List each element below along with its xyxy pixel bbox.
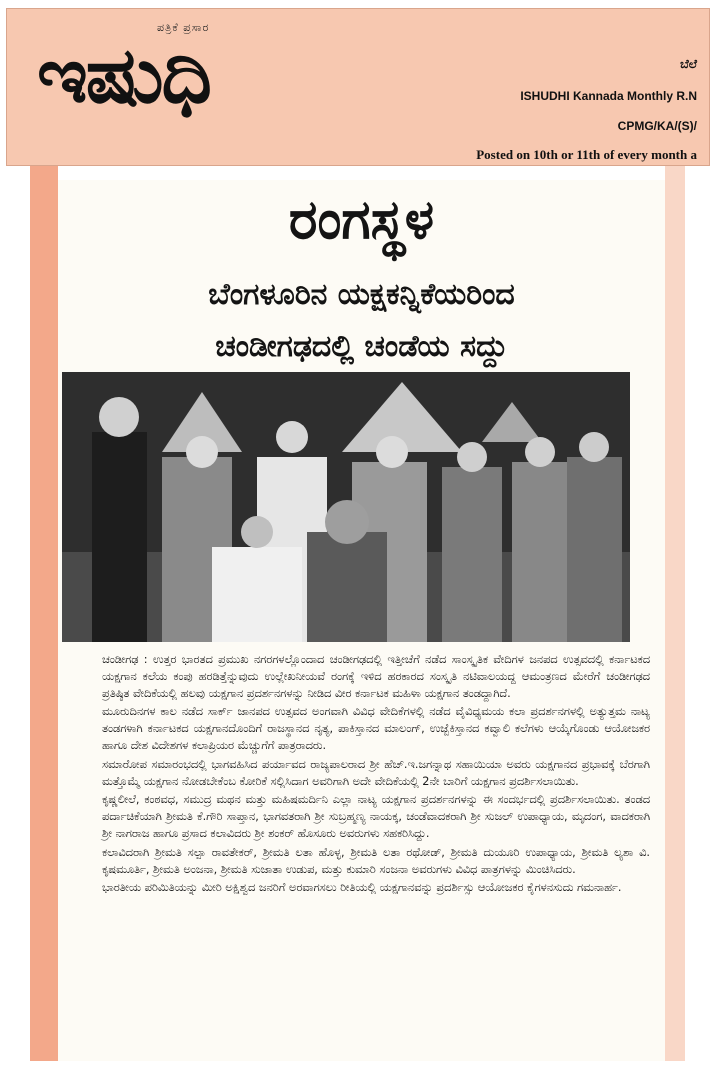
article-paragraph: ಮೂರುದಿನಗಳ ಕಾಲ ನಡೆದ ಸಾರ್ಕ್ ಜಾನಪದ ಉತ್ಸವದ ಅಂಗವಾಗಿ ವಿವಿಧ ವೇದಿಕೆಗಳಲ್ಲಿ ನಡೆದ ವೈವಿಧ್ಯಮಯ ಕಲಾ ಪ್ರದರ್ಶನಗಳಲ್ಲಿ ಅತ್ಯುತ್ತಮ ನಾಟ್ಯ ತಂಡಗಳಾಗಿ ಕರ್ನಾಟಕದ ಯಕ್ಷಗಾನದೊಂದಿಗೆ ರಾಜಸ್ಥಾನದ ನೃತ್ಯ, ಪಾಕಿಸ್ತಾನದ ಮಾಲಂಗ್, ಉಜ್ಬೆಕಿಸ್ತಾನದ ಕವ್ವಾಲಿ ಕಲೆಗಳು ಆಯ್ಕೆಗೊಂಡು ಆಯೋಜಕರ ಹಾಗೂ ದೇಶ ವಿದೇಶಗಳ ಕಲಾಪ್ರಿಯರ ಮೆಚ್ಚುಗೆಗೆ ಪಾತ್ರರಾದರು.	[102, 705, 650, 752]
posting-date-line: Posted on 10th or 11th of every month a	[476, 147, 697, 162]
article-subtitle-2: ಚಂಡೀಗಢದಲ್ಲಿ ಚಂಡೆಯ ಸದ್ದು	[215, 329, 508, 364]
article-paragraph: ಕೃಷ್ಣಲೀಲೆ, ಕಂಠವಧ, ಸಮುದ್ರ ಮಥನ ಮತ್ತು ಮಹಿಷಮರ್ದಿನಿ ಎಲ್ಲಾ ನಾಟ್ಯ ಯಕ್ಷಗಾನ ಪ್ರದರ್ಶನಗಳನ್ನು ಈ ಸಂದರ್ಭದಲ್ಲಿ ಪ್ರದರ್ಶಿಸಲಾಯಿತು. ತಂಡದ ಪರ್ದಾಚಿಕೆಯಾಗಿ ಶ್ರೀಮತಿ ಕೆ.ಗೌರಿ ಸಾಪ್ತಾನ, ಭಾಗವತರಾಗಿ ಶ್ರೀ ಸುಬ್ರಹ್ಮಣ್ಯ ನಾಯಕ್ಕ, ಚಂಡೆವಾದಕರಾಗಿ ಶ್ರೀ ಸುಜಲ್ ಉಪಾಧ್ಯಾಯ, ಮೃದಂಗ, ವಾದಕರಾಗಿ ಶ್ರೀ ನಾಗರಾಜ ಹಾಗೂ ಪ್ರಸಾದ ಕಲಾವಿದರು ಶ್ರೀ ಶಂಕರ್ ಹೊಸೂರು ಅವರುಗಳು ಸಹಕರಿಸಿದ್ದು.	[102, 793, 650, 840]
article-paragraph: ಸಮಾರೋಪ ಸಮಾರಂಭದಲ್ಲಿ ಭಾಗವಹಿಸಿದ ಪರ್ಯಾವದ ರಾಜ್ಯಪಾಲರಾದ ಶ್ರೀ ಹೆಚ್.ಇ.ಜಗನ್ನಾಥ ಸಹಾಯಿಯಾ ಅವರು ಯಕ್ಷಗಾನದ ಪ್ರಭಾವಕ್ಕೆ ಬೆರಗಾಗಿ ಮತ್ತೊಮ್ಮೆ ಯಕ್ಷಗಾನ ನೋಡಬೇಕೆಂಬ ಕೋರಿಕೆ ಸಲ್ಲಿಸಿದಾಗ ಅವರಿಗಾಗಿ ಅದೇ ವೇದಿಕೆಯಲ್ಲಿ 2ನೇ ಬಾರಿಗೆ ಯಕ್ಷಗಾನ ಪ್ರದರ್ಶಿಸಲಾಯಿತು.	[102, 757, 650, 788]
article-paragraph: ಕಲಾವಿದರಾಗಿ ಶ್ರೀಮತಿ ಸಲ್ಪಾ ರಾವತೇಕರ್, ಶ್ರೀಮತಿ ಲತಾ ಹೊಳ್ಳ, ಶ್ರೀಮತಿ ಲತಾ ರಥೋಡ್, ಶ್ರೀಮತಿ ದುಯೂರಿ ಉಪಾಧ್ಯಾಯ, ಶ್ರೀಮತಿ ಲ್ಯಶಾ ವಿ. ಕೃಷಮೂರ್ತಿ, ಶ್ರೀಮತಿ ಅಂಜನಾ, ಶ್ರೀಮತಿ ಸುಜಾತಾ ಉಡುಪ, ಮತ್ತು ಕುಮಾರಿ ಸಂಜನಾ ಅವರುಗಳು ವಿವಿಧ ಪಾತ್ರಗಳನ್ನು ಮಿಂಚಿಸಿದರು.	[102, 845, 650, 876]
postal-code-line: CPMG/KA/(S)/	[617, 119, 697, 133]
registration-line: ISHUDHI Kannada Monthly R.N	[520, 89, 697, 103]
left-decorative-strip	[30, 166, 58, 1061]
article-subtitle-1: ಬೆಂಗಳೂರಿನ ಯಕ್ಷಕನ್ನಿಕೆಯರಿಂದ	[208, 277, 515, 312]
article-paragraph: ಭಾರತೀಯ ಪರಿಮಿತಿಯನ್ನು ಮೀರಿ ಅಕ್ಷಿಶ್ವದ ಜನರಿಗೆ ಅರವಾಗಸಲು ರೀತಿಯಲ್ಲಿ ಯಕ್ಷಗಾನವನ್ನು ಪ್ರದರ್ಶಿಸ್ಸು ಆಯೋಜಕರ ಕೈಗಳನಸುದು ಗಮನಾರ್ಹ.	[102, 881, 622, 895]
right-decorative-strip	[665, 166, 685, 1061]
masthead-tagline: ಪತ್ರಿಕೆ ಪ್ರಸಾರ	[157, 21, 210, 34]
photo-illustration	[62, 372, 630, 642]
performance-photo	[62, 372, 630, 642]
article-body	[102, 652, 650, 899]
price-label: ಬೆಲೆ	[680, 57, 697, 71]
masthead	[6, 8, 710, 166]
article-paragraph: ಚಂಡೀಗಢ : ಉತ್ತರ ಭಾರತದ ಪ್ರಮುಖ ನಗರಗಳಲ್ಲೊಂದಾದ ಚಂಡೀಗಢದಲ್ಲಿ ಇತ್ತೀಚೆಗೆ ನಡೆದ ಸಾಂಸ್ಕೃತಿಕ ವೇದಿಗಳ ಜನಪದ ಉತ್ಸವದಲ್ಲಿ ಕರ್ನಾಟಕದ ಯಕ್ಷಗಾನ ಕಲೆಯ ಕಂಪು ಹರಡಿತ್ತೆನ್ನುವುದು ಉಲ್ಲೇಖನೀಯವೆ ರಂಗಕ್ಕೆ ಇಳಿದ ಹರಕಾರದ ಸಂಸ್ಕೃತಿ ನಟಿವಾಲಯದ್ದ ಆಮಂತ್ರಣದ ಮೇರೆಗೆ ಚಂಡೀಗಢದ ಪ್ರತಿಷ್ಠಿತ ವೇದಿಕೆಯಲ್ಲಿ ಹಲವು ಯಕ್ಷಗಾನ ಪ್ರದರ್ಶನಗಳನ್ನು ನೀಡಿದ ವೀರ ಕರ್ನಾಟಕ ಮಹಿಳಾ ಯಕ್ಷಗಾನ ತಂಡದ್ದಾಗಿದೆ.	[102, 653, 650, 700]
article-title: ರಂಗಸ್ಥಳ	[288, 188, 435, 251]
newspaper-logo: ಇಷುಧಿ	[37, 31, 210, 121]
